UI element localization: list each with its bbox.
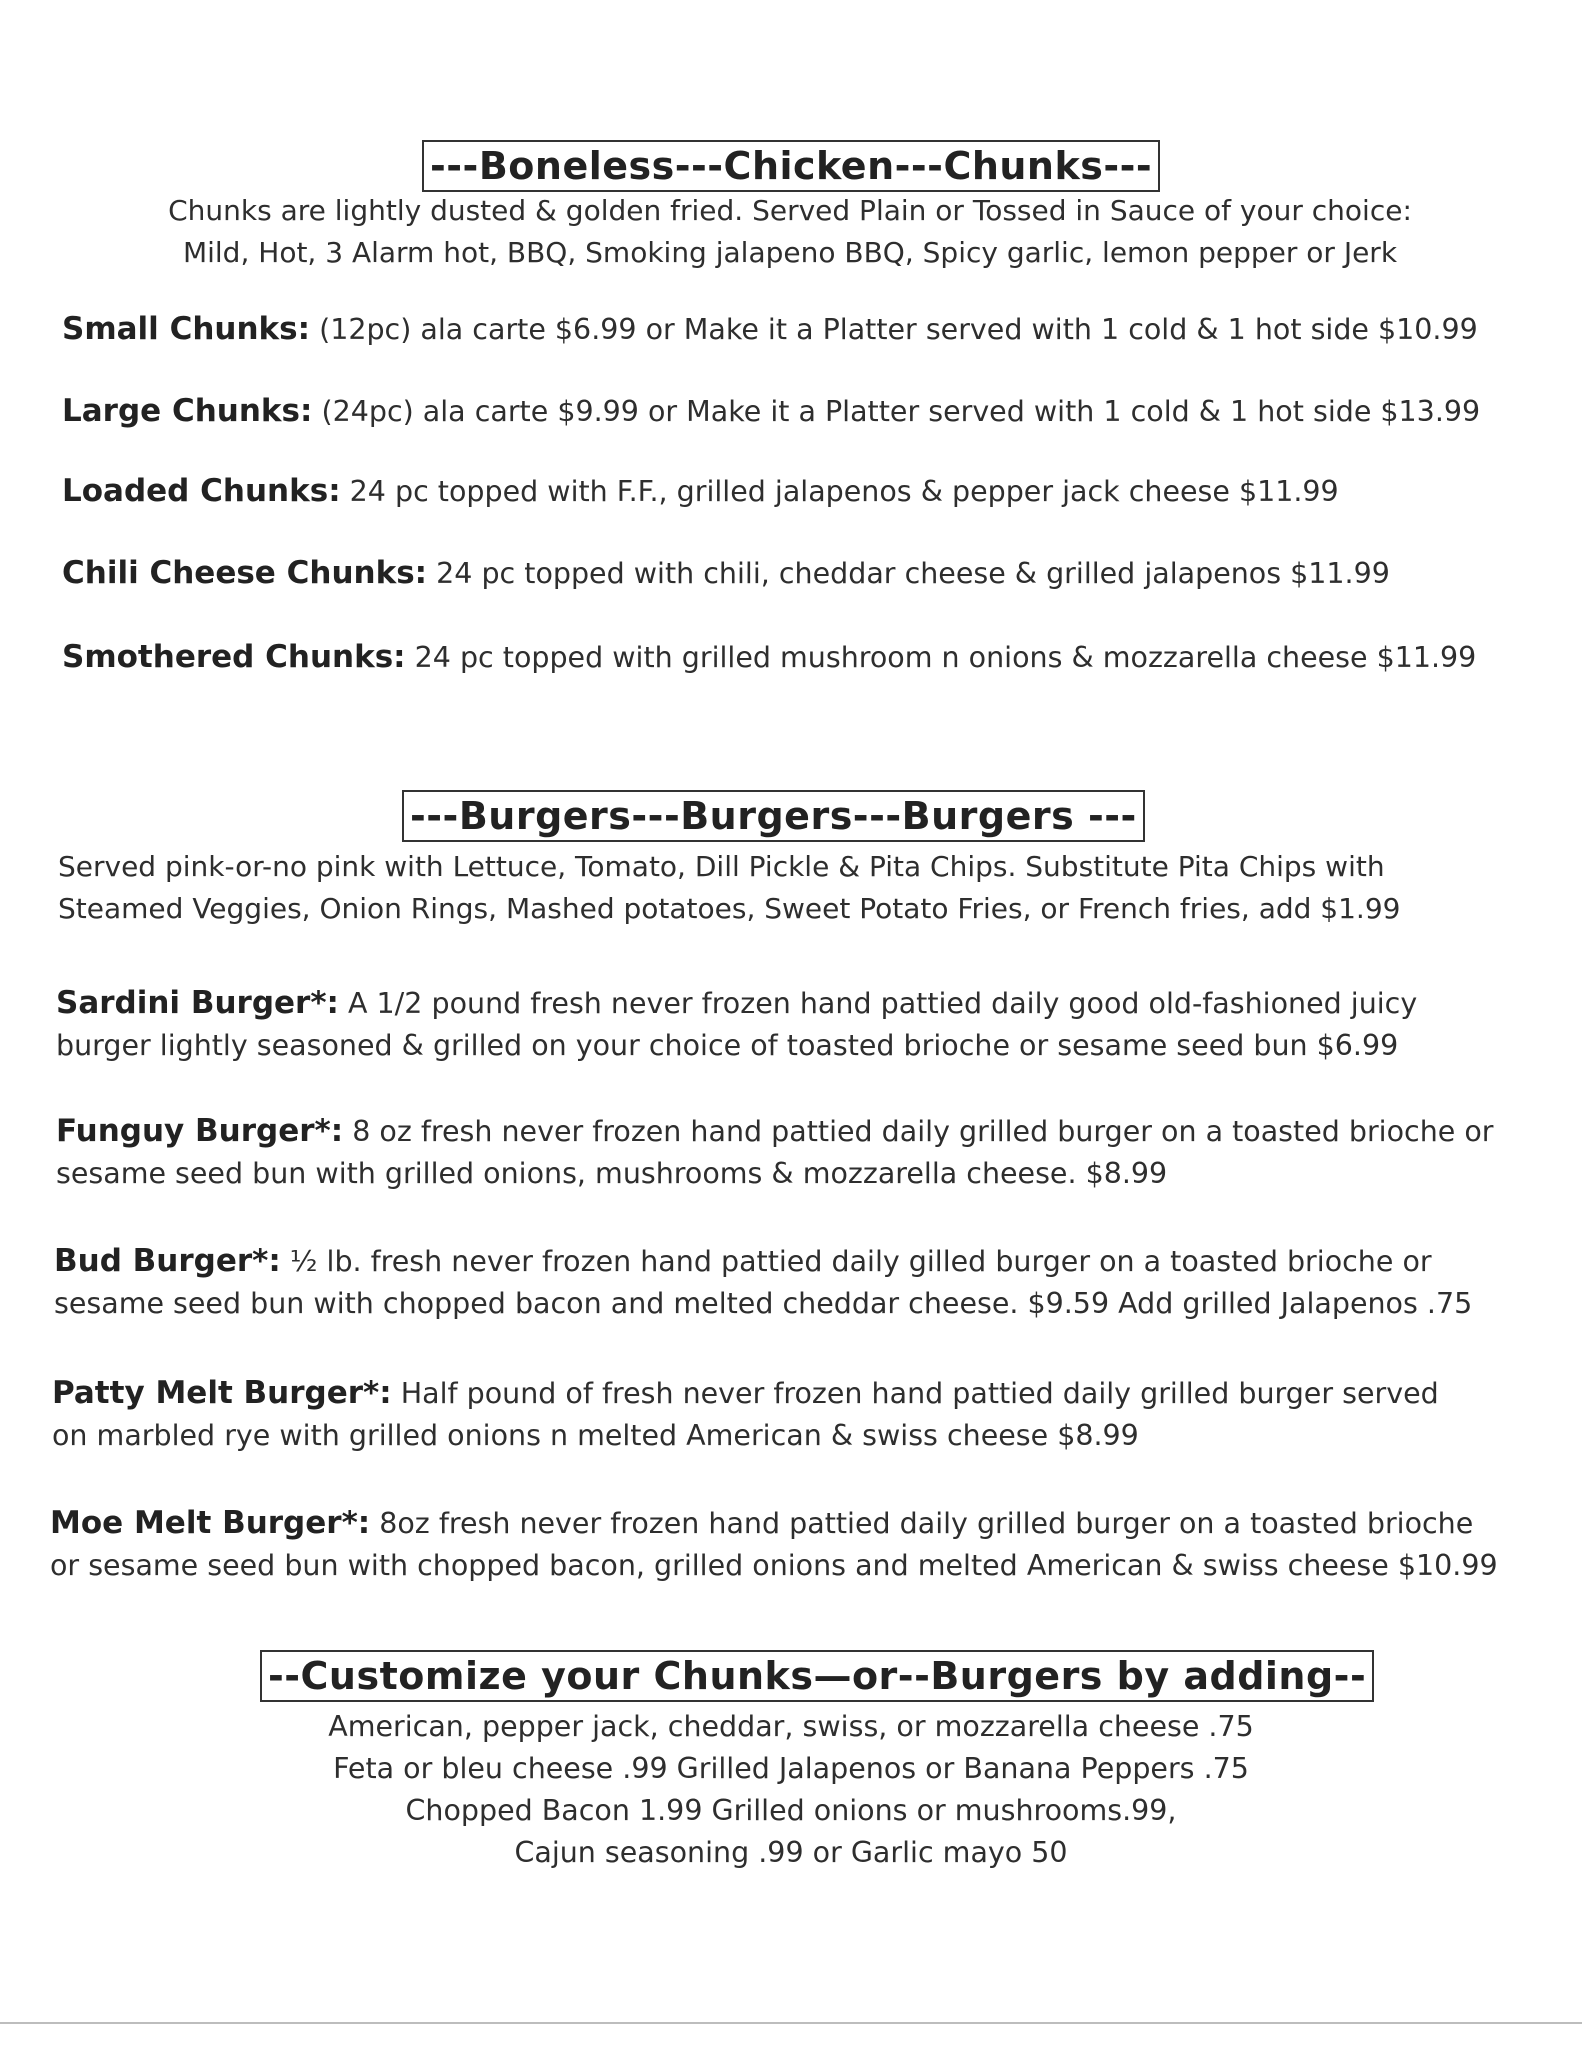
item-description: 24 pc topped with chili, cheddar cheese & grilled jalapenos $11.99 xyxy=(427,557,1390,590)
burgers-description xyxy=(58,846,1538,930)
item-description-line-2: on marbled rye with grilled onions n melted American & swiss cheese $8.99 xyxy=(52,1419,1139,1452)
item-description: (12pc) ala carte $6.99 or Make it a Platter served with 1 cold & 1 hot side $10.99 xyxy=(310,313,1478,346)
item-name: Large Chunks: xyxy=(62,393,313,429)
menu-item-small-chunks xyxy=(62,308,1478,351)
item-description-line-2: sesame seed bun with grilled onions, mushrooms & mozzarella cheese. $8.99 xyxy=(56,1157,1168,1190)
menu-item-funguy-burger xyxy=(56,1110,1536,1195)
menu-item-smothered-chunks xyxy=(62,636,1476,679)
item-description-line-1: A 1/2 pound fresh never frozen hand pattied daily good old-fashioned juicy xyxy=(338,987,1418,1020)
item-name: Patty Melt Burger*: xyxy=(52,1375,392,1411)
item-description: 24 pc topped with F.F., grilled jalapenos & pepper jack cheese $11.99 xyxy=(340,475,1339,508)
chunks-section-title: ---Boneless---Chicken---Chunks--- xyxy=(422,140,1160,192)
chunks-description xyxy=(60,190,1520,274)
burgers-description-line-1: Served pink-or-no pink with Lettuce, Tomato, Dill Pickle & Pita Chips. Substitute Pita Chips with xyxy=(58,850,1385,883)
menu-item-moe-melt-burger xyxy=(50,1502,1550,1587)
menu-item-patty-melt-burger xyxy=(52,1372,1542,1457)
item-name: Sardini Burger*: xyxy=(56,985,339,1021)
page-bottom-divider xyxy=(0,2022,1582,2024)
menu-item-bud-burger xyxy=(54,1240,1544,1325)
burgers-section-title: ---Burgers---Burgers---Burgers --- xyxy=(402,790,1145,842)
customize-section-title: --Customize your Chunks—or--Burgers by adding-- xyxy=(260,1650,1374,1702)
item-name: Smothered Chunks: xyxy=(62,639,406,675)
item-name: Moe Melt Burger*: xyxy=(50,1505,371,1541)
menu-item-chili-cheese-chunks xyxy=(62,552,1390,595)
item-name: Bud Burger*: xyxy=(54,1243,281,1279)
addon-line: Feta or bleu cheese .99 Grilled Jalapenos or Banana Peppers .75 xyxy=(333,1752,1249,1785)
item-description-line-1: Half pound of fresh never frozen hand pattied daily grilled burger served xyxy=(391,1377,1439,1410)
menu-item-large-chunks xyxy=(62,390,1480,433)
menu-item-sardini-burger xyxy=(56,982,1536,1067)
addon-line: Chopped Bacon 1.99 Grilled onions or mushrooms.99, xyxy=(405,1794,1177,1827)
chunks-description-line-2: Mild, Hot, 3 Alarm hot, BBQ, Smoking jalapeno BBQ, Spicy garlic, lemon pepper or Jerk xyxy=(182,236,1398,269)
item-description-line-2: or sesame seed bun with chopped bacon, grilled onions and melted American & swiss cheese $10.99 xyxy=(50,1549,1498,1582)
burgers-description-line-2: Steamed Veggies, Onion Rings, Mashed potatoes, Sweet Potato Fries, or French fries, add $1.99 xyxy=(58,892,1401,925)
chunks-description-line-1: Chunks are lightly dusted & golden fried. Served Plain or Tossed in Sauce of your choice: xyxy=(168,194,1412,227)
item-name: Loaded Chunks: xyxy=(62,473,341,509)
item-description: 24 pc topped with grilled mushroom n onions & mozzarella cheese $11.99 xyxy=(405,641,1477,674)
item-name: Funguy Burger*: xyxy=(56,1113,344,1149)
item-description-line-1: 8 oz fresh never frozen hand pattied daily grilled burger on a toasted brioche or xyxy=(343,1115,1494,1148)
item-name: Chili Cheese Chunks: xyxy=(62,555,428,591)
item-description-line-2: burger lightly seasoned & grilled on your choice of toasted brioche or sesame seed bun $6.99 xyxy=(56,1029,1399,1062)
menu-item-loaded-chunks xyxy=(62,470,1339,513)
item-description-line-2: sesame seed bun with chopped bacon and melted cheddar cheese. $9.59 Add grilled Jalapenos .75 xyxy=(54,1287,1473,1320)
item-description: (24pc) ala carte $9.99 or Make it a Platter served with 1 cold & 1 hot side $13.99 xyxy=(312,395,1481,428)
addon-line: American, pepper jack, cheddar, swiss, or mozzarella cheese .75 xyxy=(328,1710,1254,1743)
item-description-line-1: 8oz fresh never frozen hand pattied daily grilled burger on a toasted brioche xyxy=(370,1507,1474,1540)
addon-line: Cajun seasoning .99 or Garlic mayo 50 xyxy=(514,1836,1068,1869)
item-name: Small Chunks: xyxy=(62,311,311,347)
item-description-line-1: ½ lb. fresh never frozen hand pattied daily gilled burger on a toasted brioche or xyxy=(280,1245,1432,1278)
